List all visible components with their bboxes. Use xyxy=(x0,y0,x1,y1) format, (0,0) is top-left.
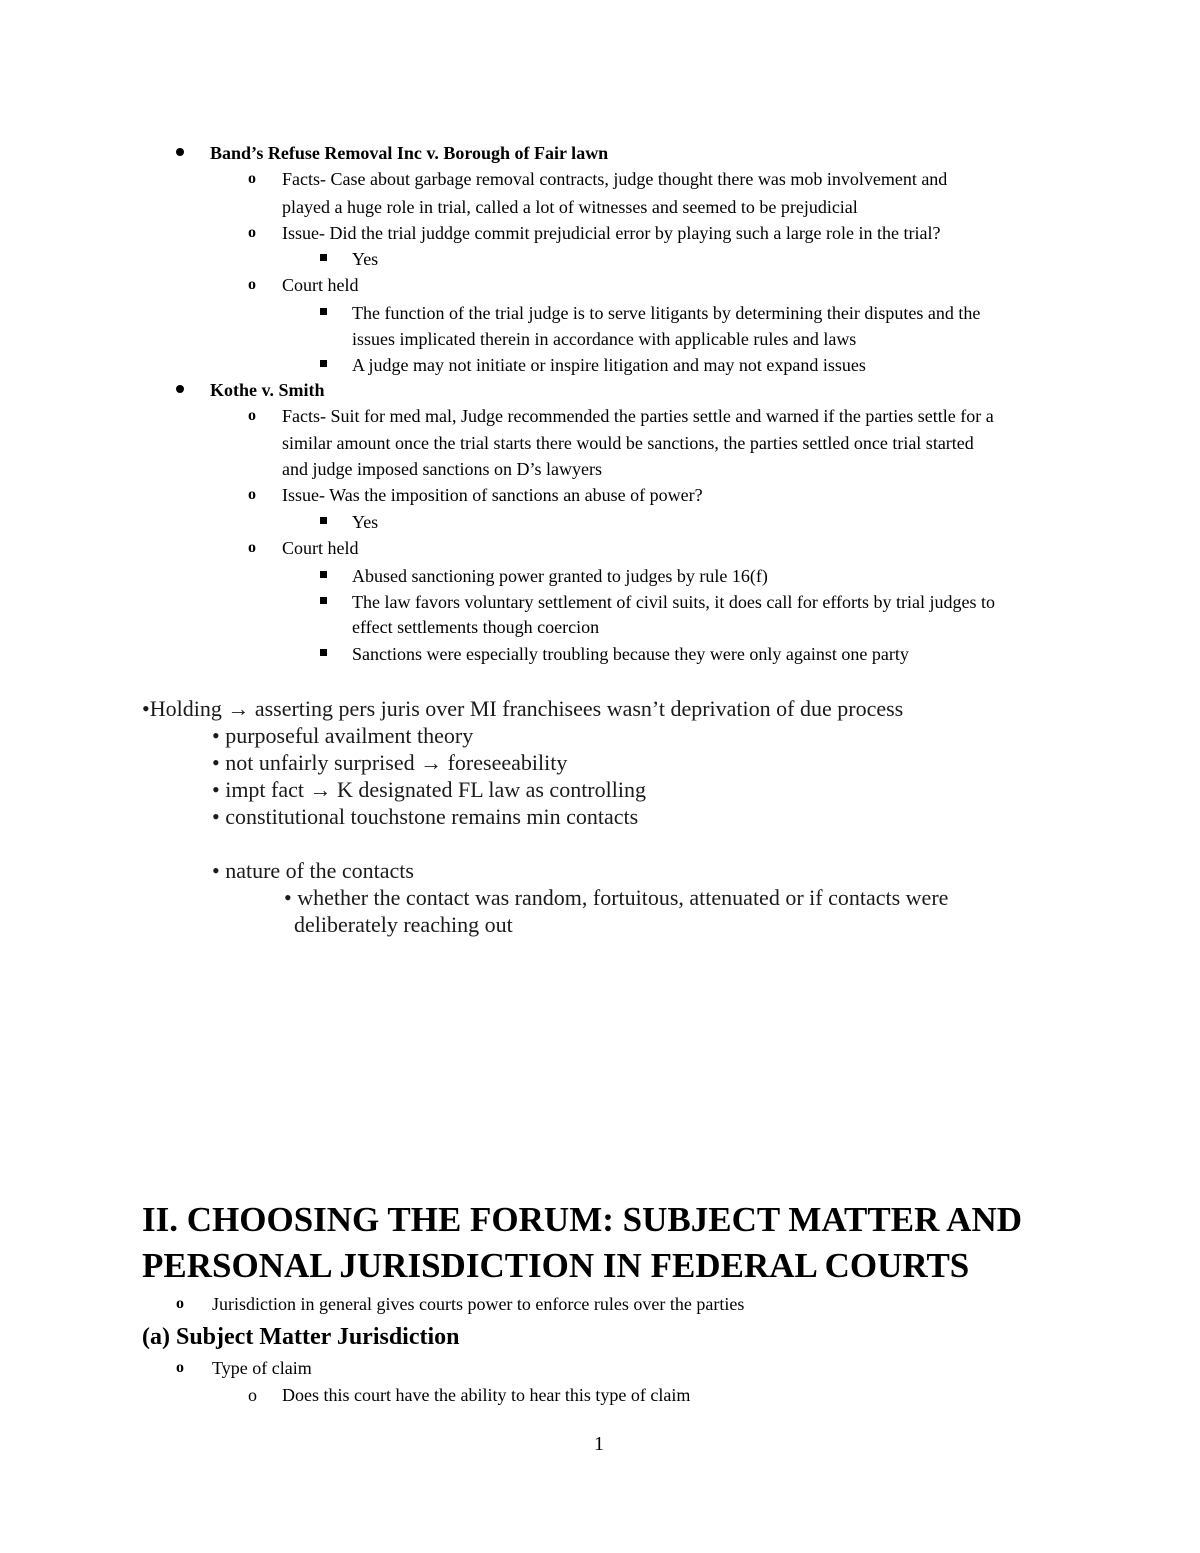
bullet-o: o xyxy=(248,276,256,293)
holding-sub3: • impt fact → K designated FL law as controlling xyxy=(212,777,646,802)
case-title-bands: Band’s Refuse Removal Inc v. Borough of Fair lawn xyxy=(210,143,609,163)
case2-held2-line2: effect settlements though coercion xyxy=(352,617,600,637)
case1-held1-line2: issues implicated therein in accordance with applicable rules and laws xyxy=(352,329,857,349)
case-title-kothe: Kothe v. Smith xyxy=(210,380,325,400)
section-heading-line1: II. CHOOSING THE FORUM: SUBJECT MATTER AND xyxy=(142,1200,1022,1239)
bullet-o: o xyxy=(248,1385,257,1405)
bullet-square xyxy=(320,308,327,315)
bullet-square xyxy=(320,597,327,604)
section-bullet1-sub: Does this court have the ability to hear this type of claim xyxy=(282,1385,691,1405)
case2-facts-line3: and judge imposed sanctions on D’s lawyers xyxy=(282,459,602,479)
holding-sub4: • constitutional touchstone remains min contacts xyxy=(212,804,639,829)
holding-sub1: • purposeful availment theory xyxy=(212,723,474,748)
holding-sub5a-line2: deliberately reaching out xyxy=(294,912,513,937)
bullet-square xyxy=(320,360,327,367)
section-bullet1: Type of claim xyxy=(212,1358,312,1378)
case2-court-held: Court held xyxy=(282,538,359,558)
case1-held2: A judge may not initiate or inspire litigation and may not expand issues xyxy=(352,355,866,375)
case1-held1-line1: The function of the trial judge is to serve litigants by determining their disputes and the xyxy=(352,303,981,323)
holding-sub5: • nature of the contacts xyxy=(212,858,414,883)
bullet-o: o xyxy=(248,539,256,556)
case1-facts-line2: played a huge role in trial, called a lot of witnesses and seemed to be prejudicial xyxy=(282,197,858,217)
case2-issue-answer: Yes xyxy=(352,512,379,532)
bullet-o: o xyxy=(248,170,256,187)
case2-held1: Abused sanctioning power granted to judges by rule 16(f) xyxy=(352,566,768,586)
case2-held3: Sanctions were especially troubling because they were only against one party xyxy=(352,644,909,664)
holding-sub2: • not unfairly surprised → foreseeability xyxy=(212,750,568,775)
bullet-o: o xyxy=(248,407,256,424)
bullet-square xyxy=(320,254,327,261)
bullet-o: o xyxy=(248,486,256,503)
case1-issue-answer: Yes xyxy=(352,249,379,269)
bullet-dot xyxy=(176,148,184,156)
case1-court-held: Court held xyxy=(282,275,359,295)
case2-held2-line1: The law favors voluntary settlement of civil suits, it does call for efforts by trial judges to xyxy=(352,592,996,612)
bullet-square xyxy=(320,571,327,578)
case2-facts-line1: Facts- Suit for med mal, Judge recommended the parties settle and warned if the parties settle for a xyxy=(282,406,994,426)
case1-issue: Issue- Did the trial juddge commit prejudicial error by playing such a large role in the trial? xyxy=(282,223,941,243)
page-number: 1 xyxy=(594,1433,604,1455)
section-heading-line2: PERSONAL JURISDICTION IN FEDERAL COURTS xyxy=(142,1246,970,1285)
bullet-dot xyxy=(176,385,184,393)
bullet-o: o xyxy=(176,1359,184,1376)
holding-sub5a-line1: • whether the contact was random, fortuitous, attenuated or if contacts were xyxy=(284,885,949,910)
bullet-o: o xyxy=(248,224,256,241)
bullet-square xyxy=(320,649,327,656)
case1-facts-line1: Facts- Case about garbage removal contracts, judge thought there was mob involvement and xyxy=(282,169,948,189)
holding-main: •Holding → asserting pers juris over MI franchisees wasn’t deprivation of due process xyxy=(142,696,904,721)
case2-facts-line2: similar amount once the trial starts there would be sanctions, the parties settled once trial started xyxy=(282,433,974,453)
section-intro: Jurisdiction in general gives courts power to enforce rules over the parties xyxy=(212,1294,745,1314)
case2-issue: Issue- Was the imposition of sanctions an abuse of power? xyxy=(282,485,703,505)
bullet-o: o xyxy=(176,1295,184,1312)
bullet-square xyxy=(320,517,327,524)
subsection-heading: (a) Subject Matter Jurisdiction xyxy=(142,1324,460,1350)
